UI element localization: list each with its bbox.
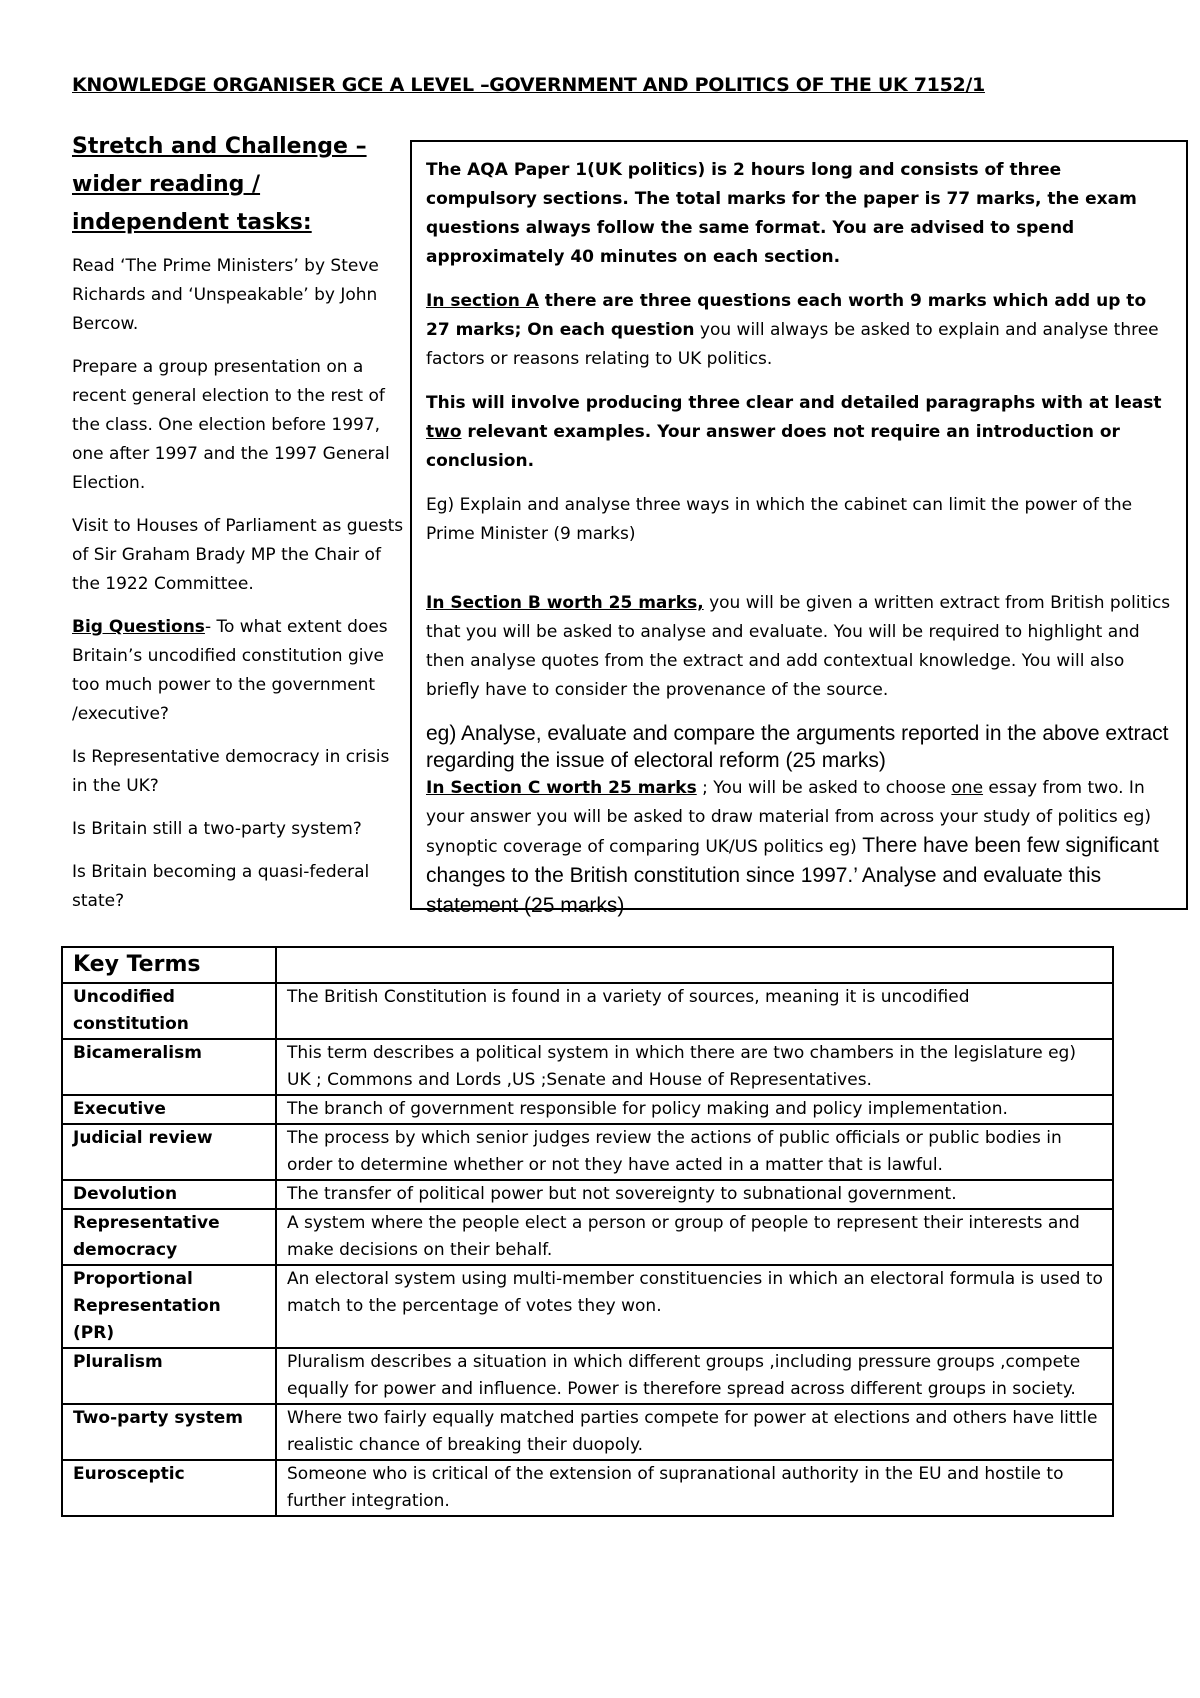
term-cell: Bicameralism bbox=[62, 1039, 276, 1095]
term-cell: Eurosceptic bbox=[62, 1460, 276, 1516]
exam-info-box bbox=[410, 140, 1188, 917]
table-row bbox=[62, 1348, 1113, 1404]
definition-cell: Where two fairly equally matched parties compete for power at elections and others have little realistic chance of breaking their duopoly. bbox=[276, 1404, 1113, 1460]
big-question-4: Is Britain becoming a quasi-federal state? bbox=[72, 862, 370, 911]
definition-cell: The British Constitution is found in a variety of sources, meaning it is uncodified bbox=[276, 983, 1113, 1039]
section-a bbox=[426, 287, 1172, 374]
stretch-challenge-heading: Stretch and Challenge – wider reading / independent tasks: bbox=[72, 134, 367, 235]
section-a-label: In section A bbox=[426, 291, 539, 311]
section-b-label: In Section B worth 25 marks, bbox=[426, 593, 704, 613]
big-question-2: Is Representative democracy in crisis in the UK? bbox=[72, 747, 390, 796]
stretch-challenge-column bbox=[72, 128, 404, 930]
section-c-one: one bbox=[951, 778, 984, 798]
definition-cell: Someone who is critical of the extension of supranational authority in the EU and hostile to further integration. bbox=[276, 1460, 1113, 1516]
section-c-text-1: ; You will be asked to choose bbox=[696, 778, 952, 798]
presentation-task: Prepare a group presentation on a recent general election to the rest of the class. One election before 1997, one after 1997 and the 1997 General Election. bbox=[72, 357, 390, 493]
table-row bbox=[62, 1124, 1113, 1180]
paragraphs-two: two bbox=[426, 422, 462, 442]
term-cell: Uncodified constitution bbox=[62, 983, 276, 1039]
section-c-label: In Section C worth 25 marks bbox=[426, 778, 697, 798]
table-row bbox=[62, 1460, 1113, 1516]
page-title: KNOWLEDGE ORGANISER GCE A LEVEL –GOVERNMENT AND POLITICS OF THE UK 7152/1 bbox=[72, 74, 985, 96]
definition-cell: Pluralism describes a situation in which different groups ,including pressure groups ,compete equally for power and influence. Power is therefore spread across different groups in society. bbox=[276, 1348, 1113, 1404]
key-terms-header-blank bbox=[276, 947, 1113, 983]
section-b bbox=[426, 589, 1172, 705]
definition-cell: This term describes a political system in which there are two chambers in the legislature eg) UK ; Commons and Lords ,US ;Senate and House of Representatives. bbox=[276, 1039, 1113, 1095]
definition-cell: The process by which senior judges review the actions of public officials or public bodies in order to determine whether or not they have acted in a matter that is lawful. bbox=[276, 1124, 1113, 1180]
key-terms-header-row bbox=[62, 947, 1113, 983]
definition-cell: A system where the people elect a person or group of people to represent their interests and make decisions on their behalf. bbox=[276, 1209, 1113, 1265]
example-section-c: There have been few significant changes to the British constitution since 1997.’ Analyse and evaluate this statement (25 marks) bbox=[426, 834, 1159, 917]
table-row bbox=[62, 1209, 1113, 1265]
term-cell: Executive bbox=[62, 1095, 276, 1124]
term-cell: Judicial review bbox=[62, 1124, 276, 1180]
definition-cell: The transfer of political power but not sovereignty to subnational government. bbox=[276, 1180, 1113, 1209]
paragraphs-text-1: This will involve producing three clear and detailed paragraphs with at least bbox=[426, 393, 1162, 413]
term-cell: Devolution bbox=[62, 1180, 276, 1209]
example-section-a: Eg) Explain and analyse three ways in which the cabinet can limit the power of the Prime Minister (9 marks) bbox=[426, 495, 1133, 544]
term-cell: Two-party system bbox=[62, 1404, 276, 1460]
big-question-1: - To what extent does Britain’s uncodified constitution give too much power to the government /executive? bbox=[72, 617, 388, 724]
key-terms-header: Key Terms bbox=[62, 947, 276, 983]
table-row bbox=[62, 1265, 1113, 1348]
definition-cell: The branch of government responsible for policy making and policy implementation. bbox=[276, 1095, 1113, 1124]
table-row bbox=[62, 983, 1113, 1039]
visit-task: Visit to Houses of Parliament as guests of Sir Graham Brady MP the Chair of the 1922 Committee. bbox=[72, 516, 404, 594]
reading-task: Read ‘The Prime Ministers’ by Steve Richards and ‘Unspeakable’ by John Bercow. bbox=[72, 256, 379, 334]
section-a-bold: there are three questions each worth 9 marks which add up to 27 marks; On each question bbox=[426, 291, 1147, 340]
big-questions-label: Big Questions bbox=[72, 617, 205, 637]
section-b-text: you will be given a written extract from British politics that you will be asked to analyse and evaluate. You will be required to highlight and then analyse quotes from the extract and add contextual knowledge. You will also briefly have to consider the provenance of the source. bbox=[426, 593, 1171, 700]
example-section-b: eg) Analyse, evaluate and compare the arguments reported in the above extract regarding the issue of electoral reform (25 marks) bbox=[426, 722, 1169, 772]
definition-cell: An electoral system using multi-member constituencies in which an electoral formula is used to match to the percentage of votes they won. bbox=[276, 1265, 1113, 1348]
exam-intro: The AQA Paper 1(UK politics) is 2 hours long and consists of three compulsory sections. The total marks for the paper is 77 marks, the exam questions always follow the same format. You are advised to spend approximately 40 minutes on each section. bbox=[426, 160, 1137, 267]
table-row bbox=[62, 1404, 1113, 1460]
big-question-3: Is Britain still a two-party system? bbox=[72, 819, 362, 839]
term-cell: Proportional Representation (PR) bbox=[62, 1265, 276, 1348]
term-cell: Representative democracy bbox=[62, 1209, 276, 1265]
table-row bbox=[62, 1039, 1113, 1095]
paragraphs-guidance bbox=[426, 389, 1172, 476]
section-c bbox=[426, 774, 1172, 922]
big-questions bbox=[72, 613, 404, 729]
table-row bbox=[62, 1095, 1113, 1124]
section-c-text-2: essay from two. In your answer you will be asked to draw material from across your study of politics eg) synoptic coverage of comparing UK/US politics eg) bbox=[426, 778, 1152, 857]
key-terms-table bbox=[61, 946, 1114, 1517]
section-a-text: you will always be asked to explain and analyse three factors or reasons relating to UK politics. bbox=[426, 320, 1159, 369]
table-row bbox=[62, 1180, 1113, 1209]
paragraphs-text-2: relevant examples. Your answer does not require an introduction or conclusion. bbox=[426, 422, 1120, 471]
term-cell: Pluralism bbox=[62, 1348, 276, 1404]
